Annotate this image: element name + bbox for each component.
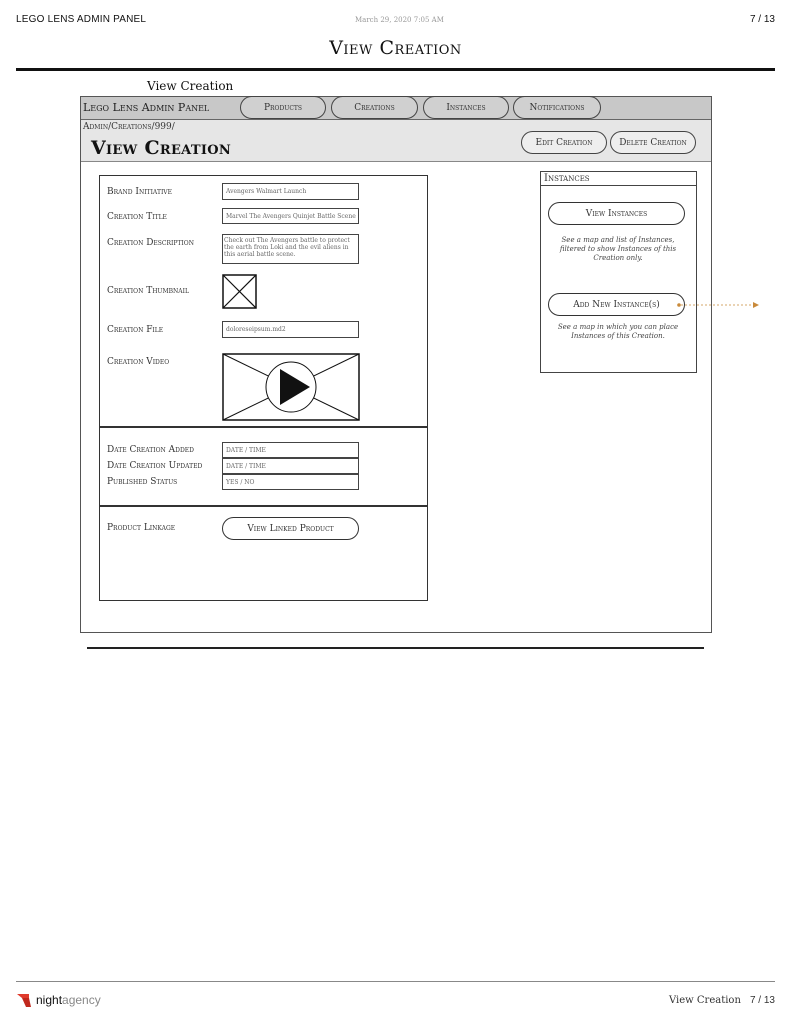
page-indicator: 7 / 13 <box>749 14 775 25</box>
logo-text-agency: agency <box>62 993 101 1007</box>
document-header-title: LEGO LENS ADMIN PANEL <box>16 14 147 25</box>
delete-creation-button[interactable]: Delete Creation <box>610 131 696 154</box>
breadcrumb[interactable]: Admin/Creations/999/ <box>83 122 175 132</box>
top-navbar <box>81 97 711 120</box>
add-instances-description: See a map in which you can place Instances of this Creation. <box>557 323 679 340</box>
link-arrow-icon <box>675 299 761 311</box>
nightagency-logo-icon <box>16 992 36 1008</box>
brand-initiative-field[interactable]: Avengers Walmart Launch <box>222 183 359 200</box>
document-date: March 29, 2020 7:05 AM <box>355 16 444 24</box>
nav-products[interactable]: Products <box>240 96 326 119</box>
logo-text-night: night <box>36 993 63 1007</box>
thumbnail-placeholder-icon[interactable] <box>222 274 257 309</box>
date-updated-label: Date Creation Updated <box>107 461 203 471</box>
date-added-field[interactable]: DATE / TIME <box>222 442 359 458</box>
footer-page-title: View Creation <box>669 995 741 1006</box>
footer-page-indicator: 7 / 13 <box>749 995 775 1006</box>
date-updated-field[interactable]: DATE / TIME <box>222 458 359 474</box>
header-divider <box>16 68 775 71</box>
view-linked-product-button[interactable]: View Linked Product <box>222 517 359 540</box>
creation-file-label: Creation File <box>107 325 164 335</box>
wireframe-bottom-divider <box>87 647 704 649</box>
creation-video-label: Creation Video <box>107 357 170 367</box>
creation-details-panel <box>99 175 428 601</box>
product-linkage-label: Product Linkage <box>107 523 176 533</box>
footer-divider <box>16 981 775 982</box>
add-new-instances-button[interactable]: Add New Instance(s) <box>548 293 685 316</box>
creation-title-field[interactable]: Marvel The Avengers Quinjet Battle Scene <box>222 208 359 224</box>
nav-notifications[interactable]: Notifications <box>513 96 601 119</box>
creation-thumbnail-label: Creation Thumbnail <box>107 286 189 296</box>
creation-title-label: Creation Title <box>107 212 167 222</box>
instances-panel <box>540 171 697 373</box>
creation-file-field[interactable]: doloreseipsum.md2 <box>222 321 359 338</box>
creation-description-label: Creation Description <box>107 238 194 248</box>
date-added-label: Date Creation Added <box>107 445 194 455</box>
nav-instances[interactable]: Instances <box>423 96 509 119</box>
section-divider <box>100 505 427 507</box>
nav-creations[interactable]: Creations <box>331 96 418 119</box>
edit-creation-button[interactable]: Edit Creation <box>521 131 607 154</box>
wireframe-frame <box>80 96 712 633</box>
brand-initiative-label: Brand Initiative <box>107 187 173 197</box>
video-player-icon[interactable] <box>222 353 360 421</box>
view-instances-button[interactable]: View Instances <box>548 202 685 225</box>
wireframe-caption: View Creation <box>147 79 234 93</box>
document-title: View Creation <box>329 37 462 59</box>
view-instances-description: See a map and list of Instances, filtered to show Instances of this Creation only. <box>559 236 677 262</box>
page-title: View Creation <box>91 137 232 159</box>
published-status-field[interactable]: YES / NO <box>222 474 359 490</box>
instances-panel-title: Instances <box>541 172 696 186</box>
section-divider <box>100 426 427 428</box>
page-header <box>81 120 711 162</box>
nav-brand: Lego Lens Admin Panel <box>83 101 210 114</box>
creation-description-field[interactable]: Check out The Avengers battle to protect the earth from Loki and the evil aliens in this aerial battle scene. <box>222 234 359 264</box>
published-status-label: Published Status <box>107 477 178 487</box>
nightagency-logo <box>16 992 101 1008</box>
